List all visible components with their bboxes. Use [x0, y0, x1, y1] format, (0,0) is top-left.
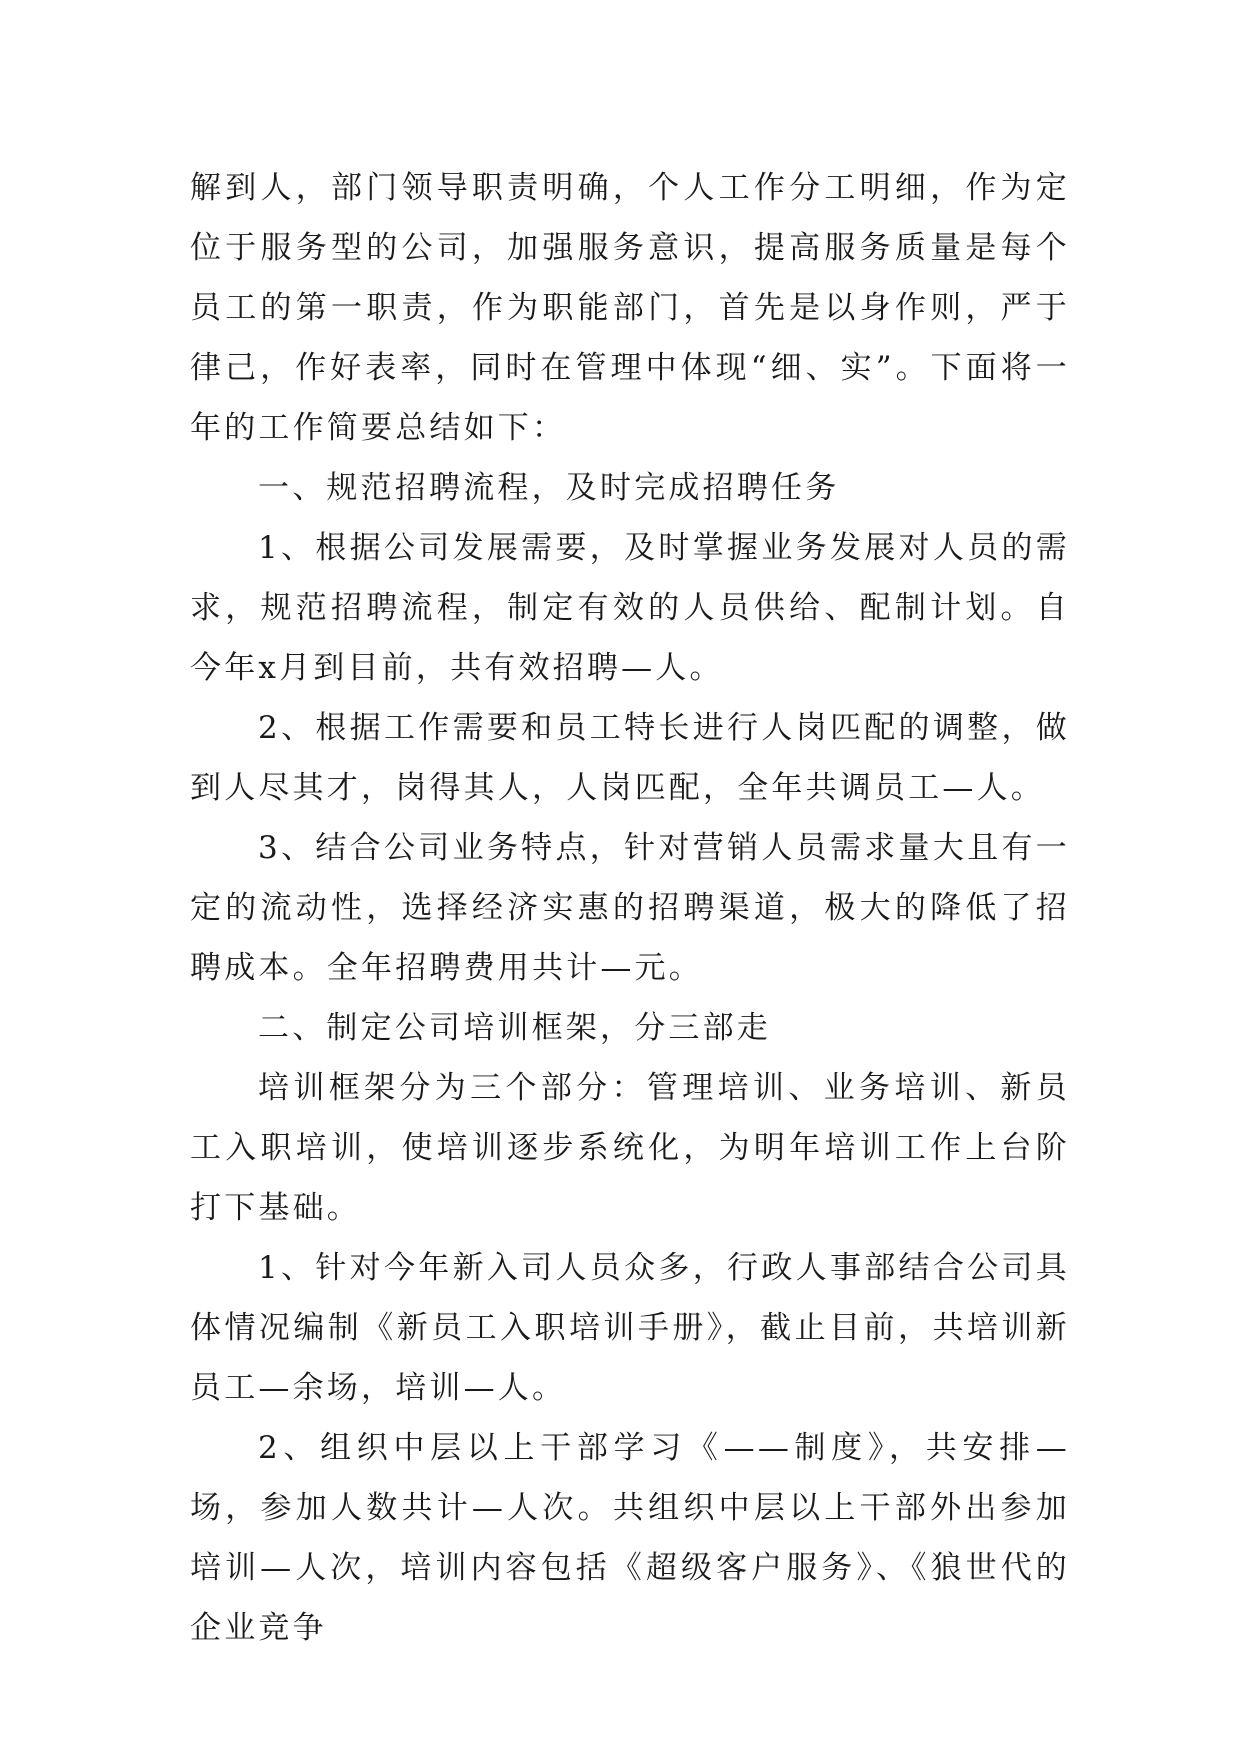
document-page [190, 158, 1070, 1658]
section-heading-recruitment: 一、规范招聘流程，及时完成招聘任务 [258, 470, 840, 506]
paragraph-recruitment-3: 3、结合公司业务特点，针对营销人员需求量大且有一定的流动性，选择经济实惠的招聘渠道，极大的降低了招聘成本。全年招聘费用共计—元。 [190, 830, 1070, 986]
section-heading-training: 二、制定公司培训框架，分三部走 [258, 1010, 771, 1046]
paragraph-recruitment-1: 1、根据公司发展需要，及时掌握业务发展对人员的需求，规范招聘流程，制定有效的人员供给、配制计划。自今年x月到目前，共有效招聘—人。 [190, 530, 1070, 686]
paragraph-training-1: 1、针对今年新入司人员众多，行政人事部结合公司具体情况编制《新员工入职培训手册》，截止目前，共培训新员工—余场，培训—人。 [190, 1250, 1070, 1406]
paragraph-intro: 解到人，部门领导职责明确，个人工作分工明细，作为定位于服务型的公司，加强服务意识，提高服务质量是每个员工的第一职责，作为职能部门，首先是以身作则，严于律己，作好表率，同时在管理中体现“细、实”。下面将一年的工作简要总结如下： [190, 170, 1070, 446]
paragraph-recruitment-2: 2、根据工作需要和员工特长进行人岗匹配的调整，做到人尽其才，岗得其人，人岗匹配，全年共调员工—人。 [190, 710, 1070, 806]
paragraph-training-2: 2、组织中层以上干部学习《——制度》，共安排—场，参加人数共计—人次。共组织中层以上干部外出参加培训—人次，培训内容包括《超级客户服务》、《狼世代的企业竞争 [190, 1430, 1070, 1646]
paragraph-training-framework: 培训框架分为三个部分：管理培训、业务培训、新员工入职培训，使培训逐步系统化，为明年培训工作上台阶打下基础。 [190, 1070, 1070, 1226]
